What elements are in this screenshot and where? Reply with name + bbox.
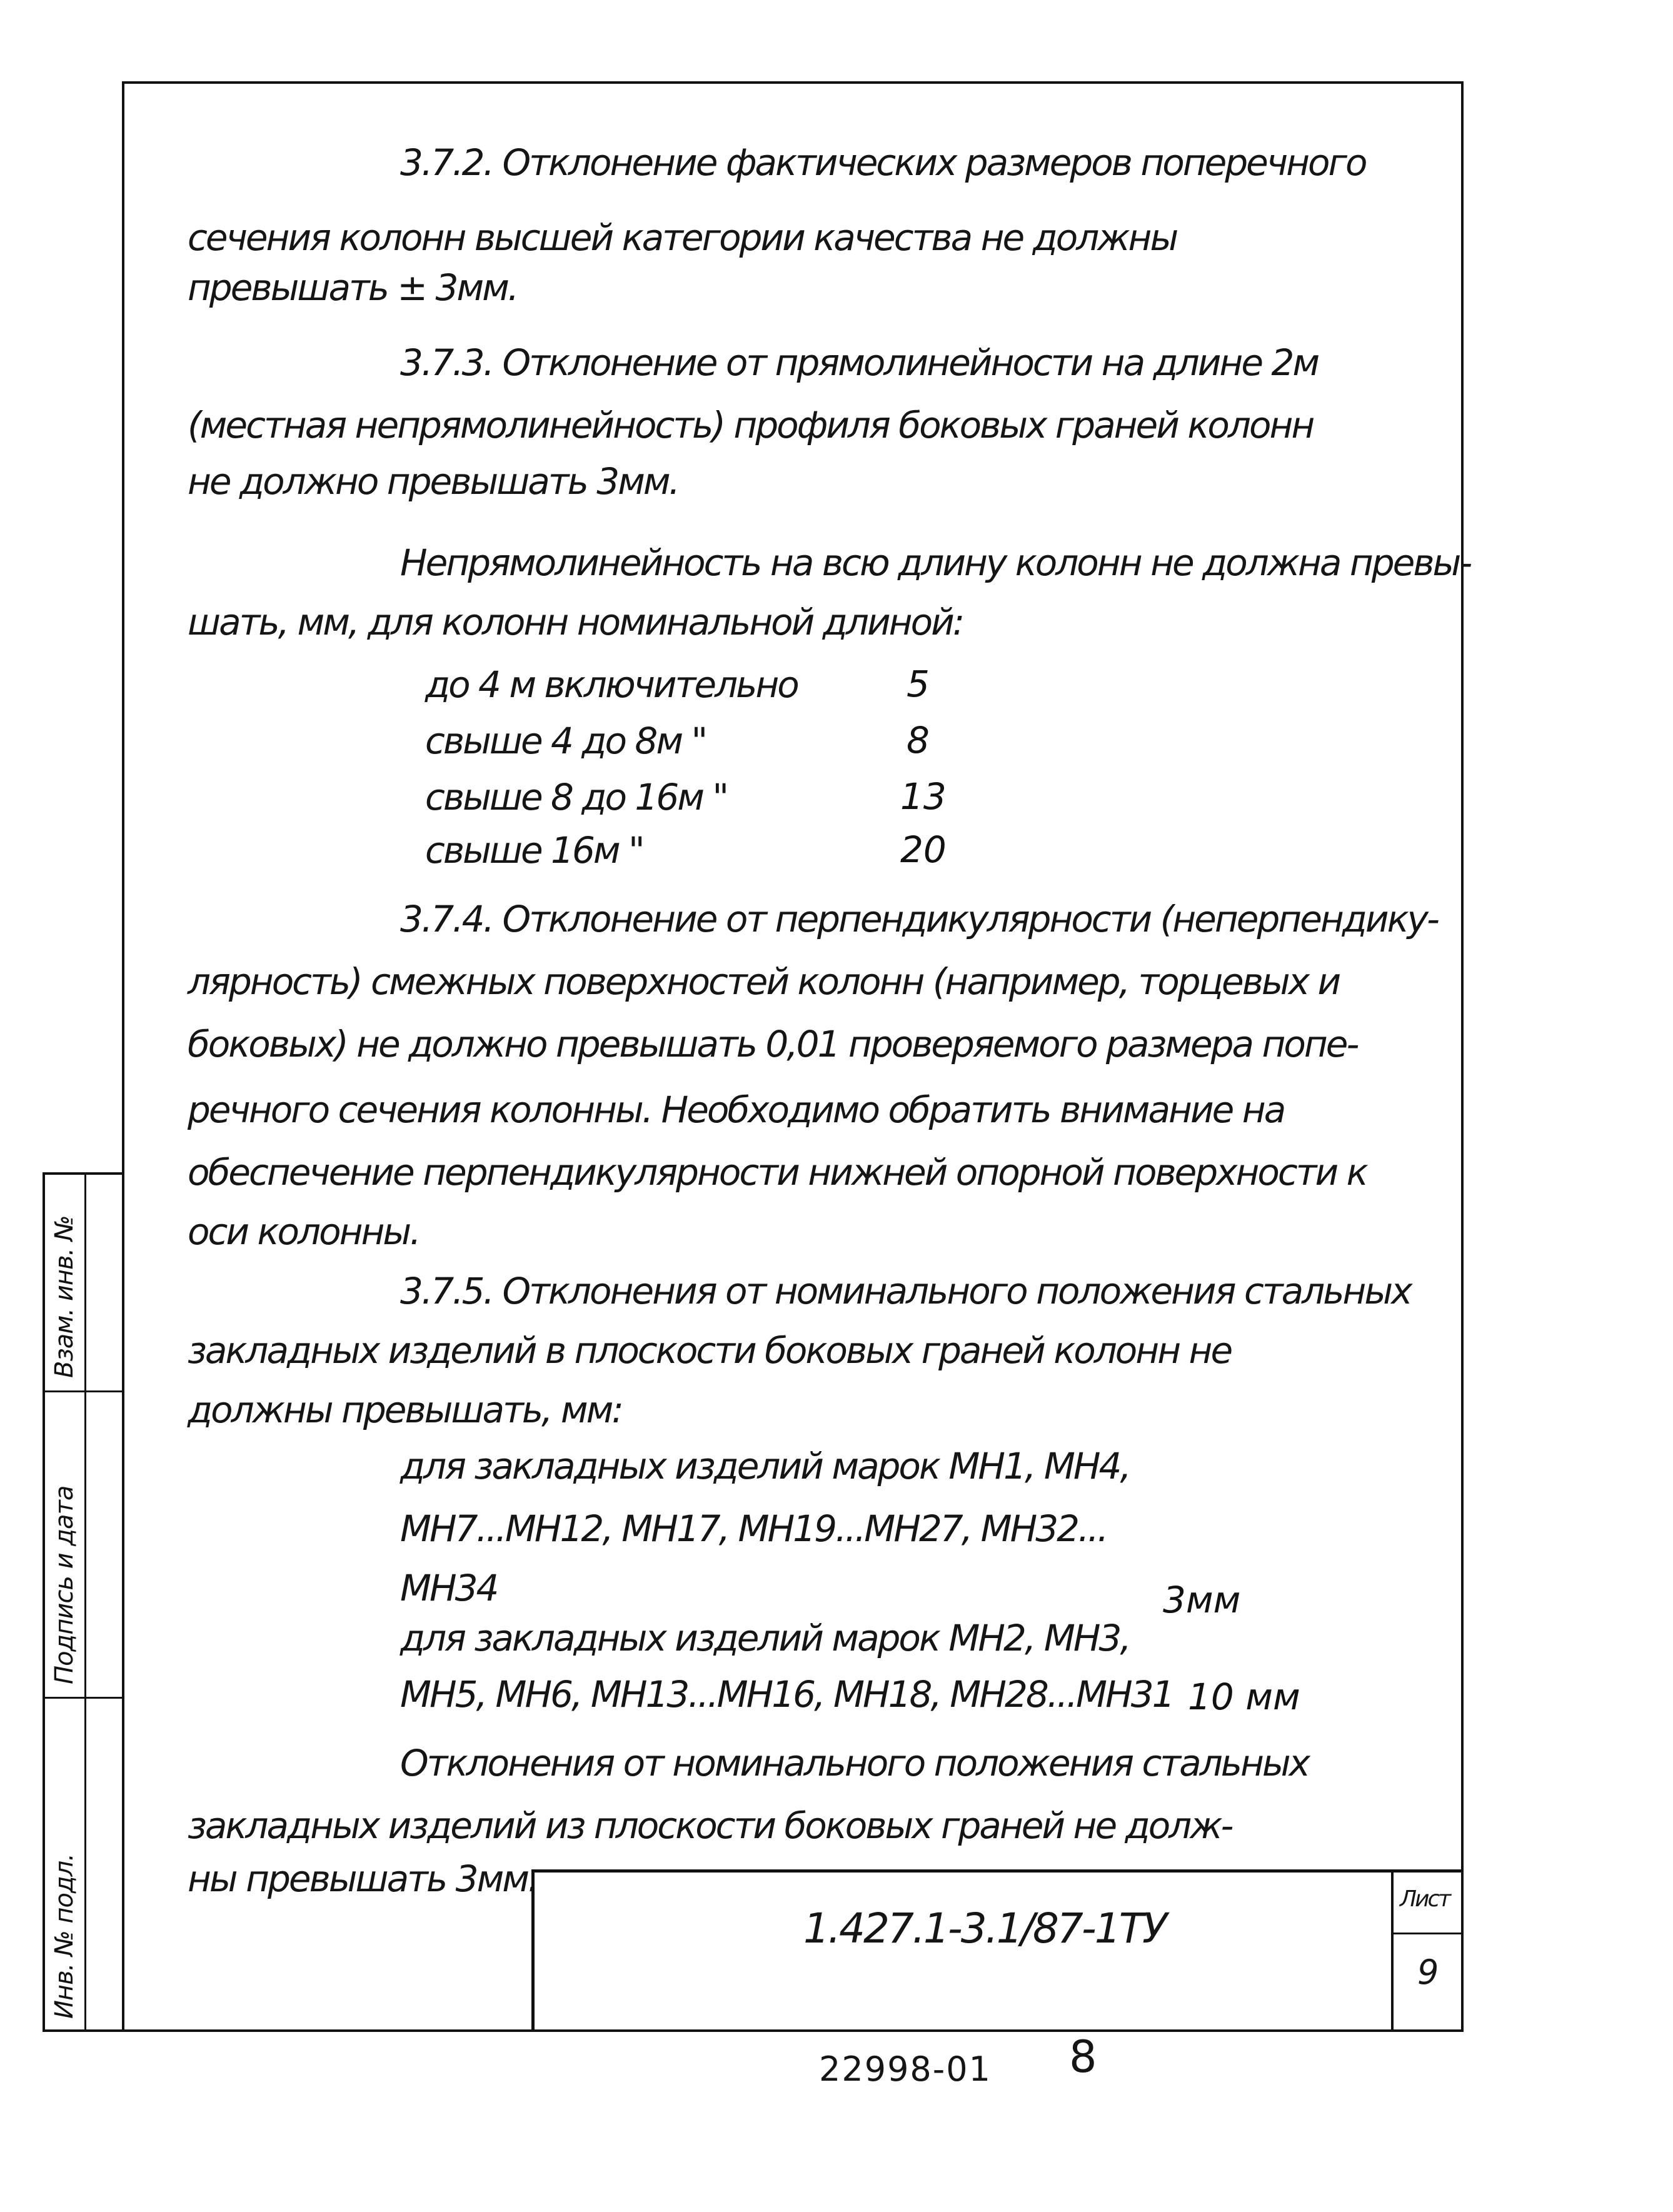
text-line: лярность) смежных поверхностей колонн (например, торцевых и <box>188 960 1340 1003</box>
sheet-label: Лист <box>1400 1886 1450 1912</box>
length-range-label: свыше 4 до 8м " <box>425 720 706 762</box>
text-line: обеспечение перпендикулярности нижней опорной поверхности к <box>188 1151 1367 1194</box>
signature-date-label: Подпись и дата <box>50 1486 79 1684</box>
binding-strip <box>43 1172 122 2032</box>
text-line: Отклонения от номинального положения стальных <box>400 1742 1309 1784</box>
text-line: превышать ± 3мм. <box>188 266 518 309</box>
text-line: МН34 <box>400 1567 498 1609</box>
strip-divider <box>45 1390 122 1392</box>
inv-no-label: Инв. № подл. <box>50 1854 79 2019</box>
text-line: (местная непрямолинейность) профиля боковых граней колонн <box>188 404 1314 446</box>
text-line: закладных изделий в плоскости боковых граней колонн не <box>188 1329 1232 1372</box>
text-line: речного сечения колонны. Необходимо обратить внимание на <box>188 1088 1285 1131</box>
text-line: не должно превышать 3мм. <box>188 460 679 503</box>
strip-divider <box>45 1697 122 1699</box>
text-line: МН5, МН6, МН13...МН16, МН18, МН28...МН31 <box>400 1673 1173 1716</box>
length-range-label: свыше 16м " <box>425 829 643 872</box>
text-line: для закладных изделий марок МН1, МН4, <box>400 1445 1130 1487</box>
length-range-value: 13 <box>900 775 947 818</box>
tolerance-value: 10 мм <box>1188 1676 1300 1718</box>
text-line: Непрямолинейность на всю длину колонн не должна превы- <box>400 541 1471 584</box>
sheet-number: 9 <box>1417 1953 1437 1992</box>
text-line: 3.7.2. Отклонение фактических размеров поперечного <box>400 141 1366 184</box>
length-range-value: 5 <box>907 663 930 705</box>
length-range-value: 20 <box>900 828 947 871</box>
text-line: 3.7.5. Отклонения от номинального положения стальных <box>400 1270 1411 1312</box>
length-range-value: 8 <box>907 719 930 762</box>
sheet-cell <box>1391 1873 1464 2032</box>
text-line: ны превышать 3мм. <box>188 1858 538 1900</box>
text-line: шать, мм, для колонн номинальной длиной: <box>188 601 963 643</box>
length-range-label: свыше 8 до 16м " <box>425 776 728 818</box>
text-line: для закладных изделий марок МН2, МН3, <box>400 1617 1130 1659</box>
text-line: 3.7.3. Отклонение от прямолинейности на длине 2м <box>400 341 1319 384</box>
document-code: 1.427.1-3.1/87-1ТУ <box>803 1904 1166 1953</box>
tolerance-value: 3мм <box>1163 1579 1241 1621</box>
sheet-divider <box>1394 1933 1464 1934</box>
text-line: сечения колонн высшей категории качества не должны <box>188 216 1177 259</box>
replaces-inv-label: Взам. инв. № <box>50 1215 79 1378</box>
archive-number: 22998-01 <box>819 2049 992 2089</box>
page-number: 8 <box>1069 2031 1095 2083</box>
text-line: 3.7.4. Отклонение от перпендикулярности (неперпендику- <box>400 898 1438 940</box>
text-line: оси колонны. <box>188 1210 420 1253</box>
text-line: МН7...МН12, МН17, МН19...МН27, МН32... <box>400 1507 1107 1550</box>
text-line: боковых) не должно превышать 0,01 проверяемого размера попе- <box>188 1023 1358 1065</box>
length-range-label: до 4 м включительно <box>425 663 798 706</box>
title-block <box>531 1869 1464 2032</box>
text-line: закладных изделий из плоскости боковых граней не долж- <box>188 1804 1232 1847</box>
text-line: должны превышать, мм: <box>188 1389 622 1431</box>
